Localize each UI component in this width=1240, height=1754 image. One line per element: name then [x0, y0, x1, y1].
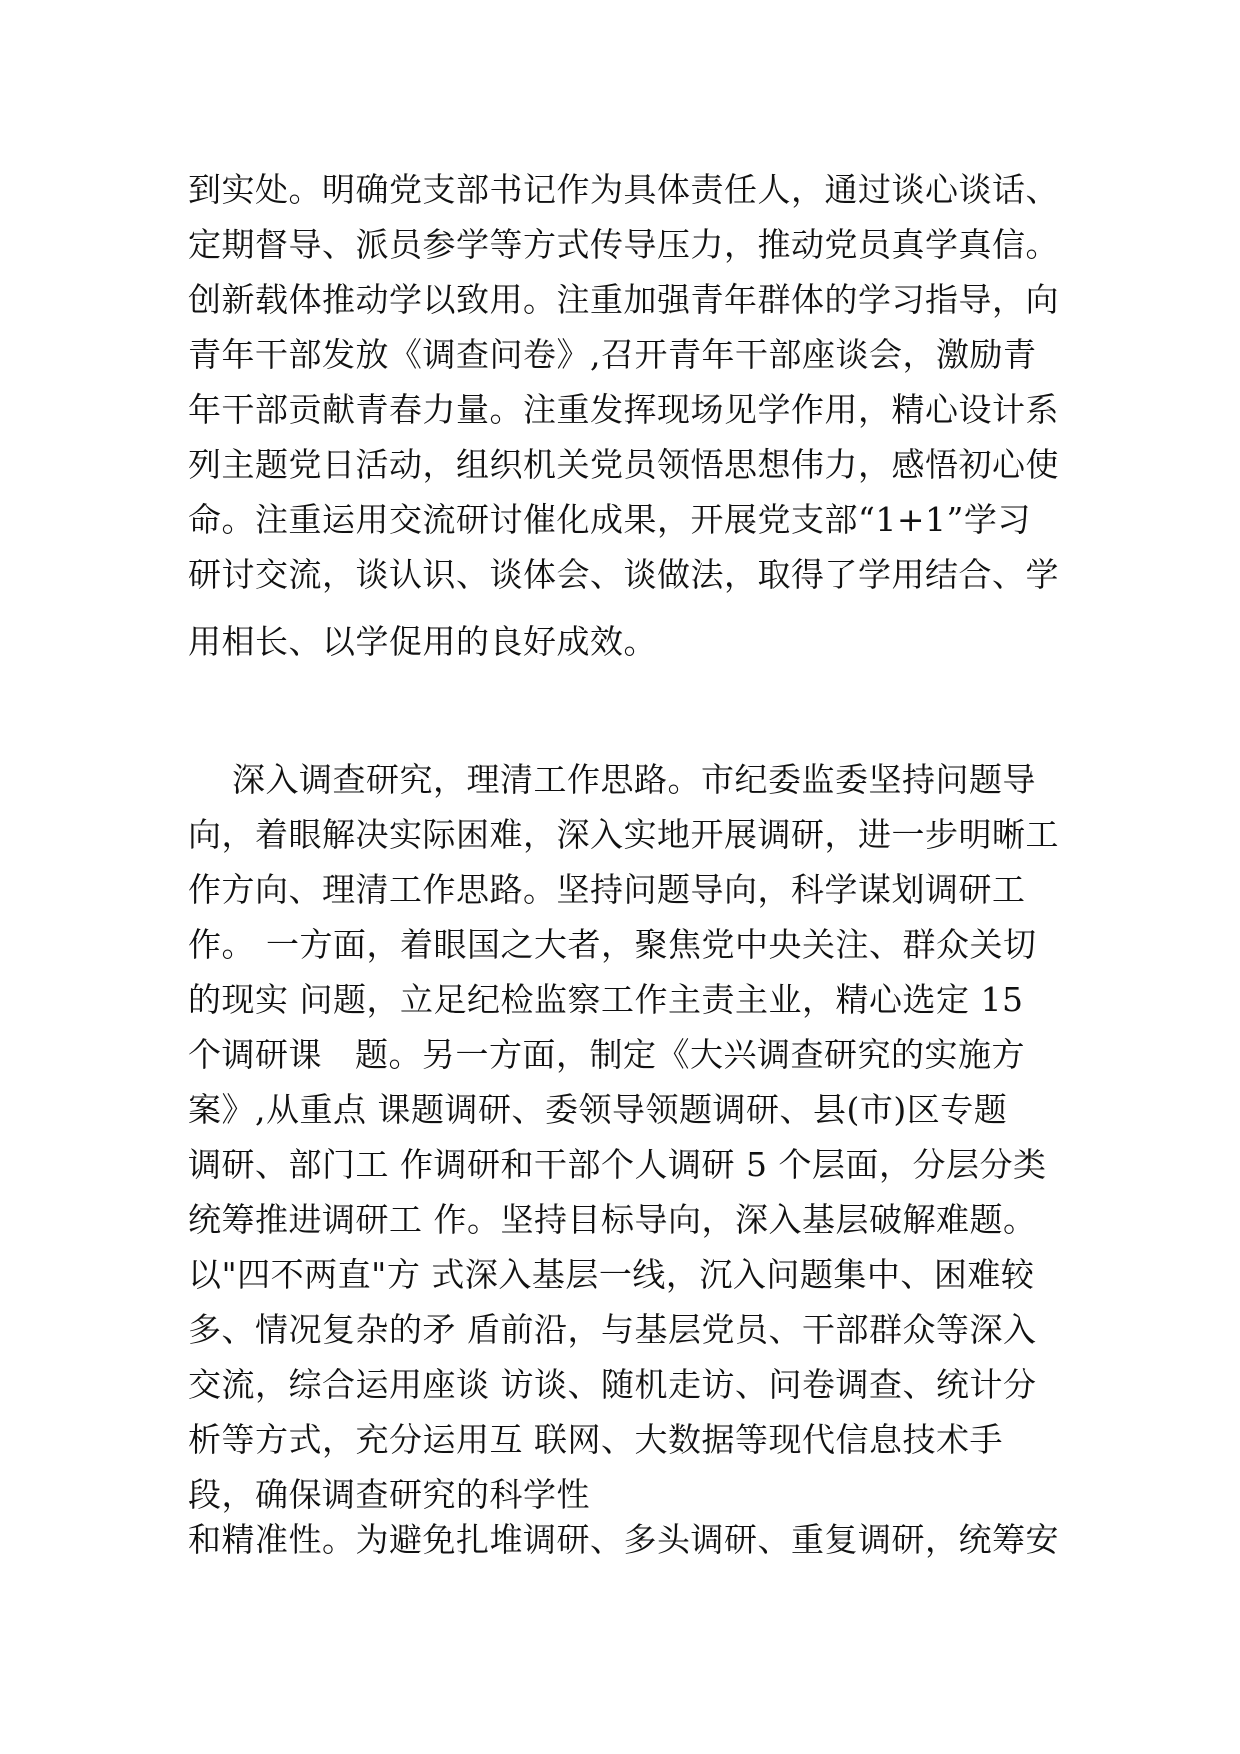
text-line: 的现实 问题，立足纪检监察工作主责主业，精心选定 15 — [188, 980, 1024, 1019]
text-line: 研讨交流，谈认识、谈体会、谈做法，取得了学用结合、学 — [188, 555, 1059, 594]
paragraph-learning-results — [188, 162, 1068, 669]
text-line: 统筹推进调研工 作。坚持目标导向，深入基层破解难题。 — [188, 1200, 1037, 1239]
text-line: 多、情况复杂的矛 盾前沿，与基层党员、干部群众等深入 — [188, 1310, 1037, 1349]
text-line: 以"四不两直"方 式深入基层一线，沉入问题集中、困难较 — [188, 1255, 1035, 1294]
text-line: 向，着眼解决实际困难，深入实地开展调研，进一步明晰工 — [188, 815, 1059, 854]
text-line: 用相长、以学促用的良好成效。 — [188, 622, 657, 661]
text-line: 作。 一方面，着眼国之大者，聚焦党中央关注、群众关切 — [188, 925, 1037, 964]
text-line: 调研、部门工 作调研和干部个人调研 5 个层面，分层分类 — [188, 1145, 1047, 1184]
text-line: 命。注重运用交流研讨催化成果，开展党支部“1+1”学习 — [188, 500, 1031, 539]
text-line: 列主题党日活动，组织机关党员领悟思想伟力，感悟初心使 — [188, 445, 1059, 484]
text-line: 年干部贡献青春力量。注重发挥现场见学作用，精心设计系 — [188, 390, 1059, 429]
text-line: 交流，综合运用座谈 访谈、随机走访、问卷调查、统计分 — [188, 1365, 1037, 1404]
text-line: 段，确保调查研究的科学性 — [188, 1475, 590, 1514]
text-line: 作方向、理清工作思路。坚持问题导向，科学谋划调研工 — [188, 870, 1026, 909]
paragraph-investigation-research — [188, 752, 1068, 1522]
text-line: 定期督导、派员参学等方式传导压力，推动党员真学真信。 — [188, 225, 1059, 264]
text-line: 深入调查研究，理清工作思路。市纪委监委坚持问题导 — [188, 760, 1036, 799]
text-line: 创新载体推动学以致用。注重加强青年群体的学习指导，向 — [188, 280, 1059, 319]
text-line: 个调研课 题。另一方面，制定《大兴调查研究的实施方 — [188, 1035, 1025, 1074]
paragraph-continuation — [188, 1512, 1068, 1567]
text-line: 案》,从重点 课题调研、委领导领题调研、县(市)区专题 — [188, 1090, 1008, 1129]
text-line: 青年干部发放《调查问卷》,召开青年干部座谈会，激励青 — [188, 335, 1037, 374]
text-line: 到实处。明确党支部书记作为具体责任人，通过谈心谈话、 — [188, 170, 1059, 209]
text-line: 析等方式，充分运用互 联网、大数据等现代信息技术手 — [188, 1420, 1003, 1459]
text-line: 和精准性。为避免扎堆调研、多头调研、重复调研，统筹安 — [188, 1520, 1059, 1559]
